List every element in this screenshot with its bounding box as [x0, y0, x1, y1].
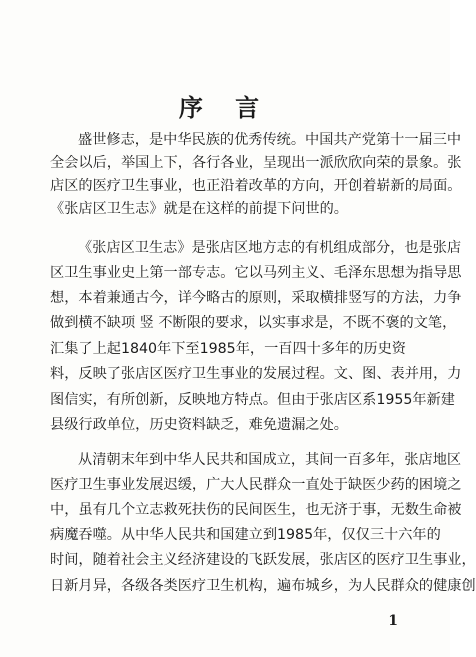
page-number: 1	[388, 613, 398, 629]
page-title: 序 言	[178, 93, 272, 122]
p2-line-4: 做到横不缺项 竖 不断限的要求，以实事求是，不既不褒的文笔，	[50, 315, 457, 331]
p2-line-5: 汇集了上起1840年下至1985年，一百四十多年的历史资	[50, 341, 406, 357]
p2-line-1: 《张店区卫生志》是张店区地方志的有机组成部分，也是张店	[78, 240, 462, 256]
p1-line-2: 全会以后，举国上下，各行各业，呈现出一派欣欣向荣的景象。张	[50, 155, 462, 171]
p3-line-4: 病魔吞噬。从中华人民共和国建立到1985年，仅仅三十六年的	[50, 527, 441, 543]
p1-line-1: 盛世修志，是中华民族的优秀传统。中国共产党第十一届三中	[78, 132, 462, 148]
p1-line-4: 《张店区卫生志》就是在这样的前提下问世的。	[50, 201, 348, 217]
p2-line-7: 图信实，有所创新，反映地方特点。但由于张店区系1955年新建	[50, 392, 455, 408]
p2-line-6: 料，反映了张店区医疗卫生事业的发展过程。文、图、表并用，力	[50, 366, 462, 382]
p2-line-3: 想，本着兼通古今，详今略古的原则，采取横排竖写的方法，力争	[50, 290, 462, 306]
p3-line-5: 时间，随着社会主义经济建设的飞跃发展，张店区的医疗卫生事业，	[50, 552, 476, 568]
p3-line-2: 医疗卫生事业发展迟缓，广大人民群众一直处于缺医少药的困境之	[50, 477, 462, 493]
p2-line-8: 县级行政单位，历史资料缺乏，难免遗漏之处。	[50, 417, 348, 433]
p2-line-2: 区卫生事业史上第一部专志。它以马列主义、毛泽东思想为指导思	[50, 265, 462, 281]
p3-line-6: 日新月异，各级各类医疗卫生机构，遍布城乡，为人民群众的健康创	[50, 578, 476, 594]
p3-line-1: 从清朝末年到中华人民共和国成立，其间一百多年，张店地区	[78, 452, 462, 468]
p3-line-3: 中，虽有几个立志救死扶伤的民间医生，也无济于事，无数生命被	[50, 502, 462, 518]
p1-line-3: 店区的医疗卫生事业，也正沿着改革的方向，开创着崭新的局面。	[50, 178, 462, 194]
